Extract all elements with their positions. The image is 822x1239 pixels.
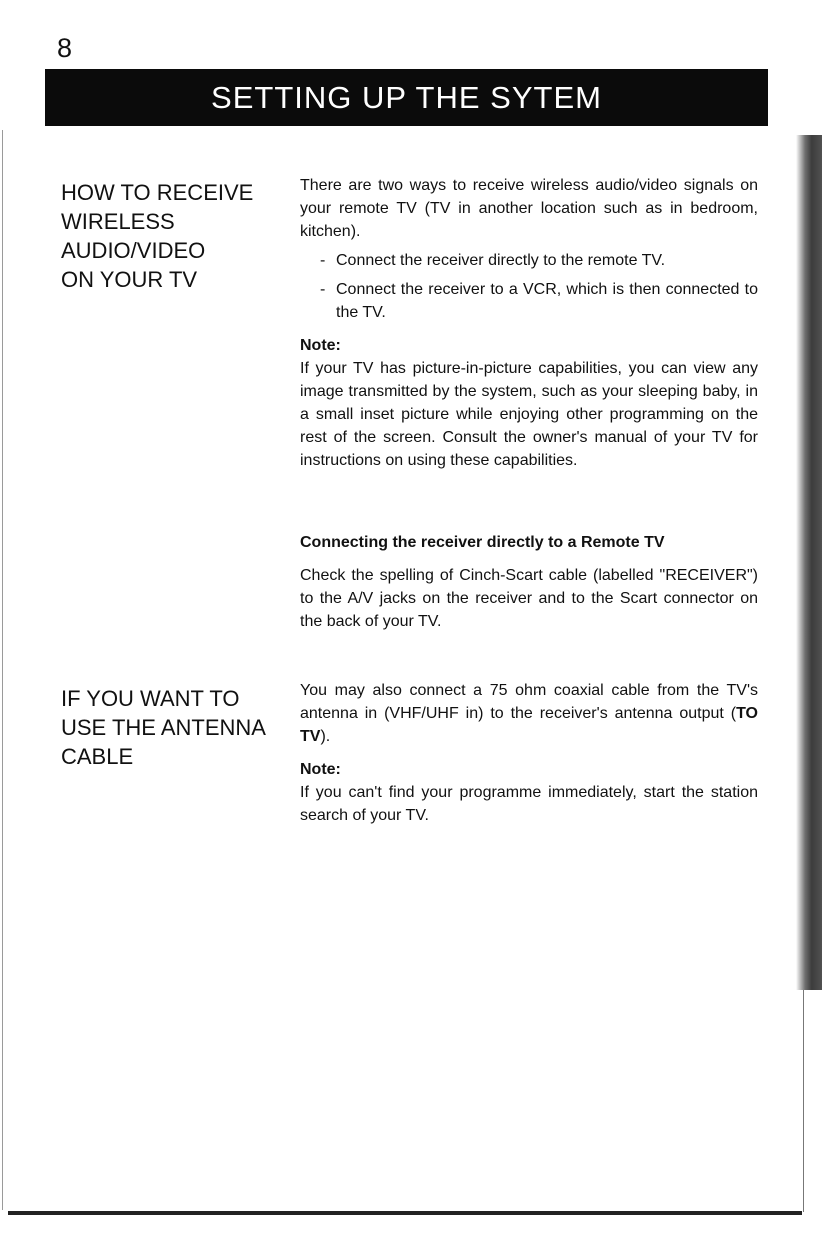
heading-line: CABLE [61,744,134,769]
scan-left-edge [2,130,3,1210]
antenna-paragraph [300,679,758,748]
note-text: If you can't find your programme immediately, start the station search of your TV. [300,784,758,824]
list-item-text: Connect the receiver to a VCR, which is then connected to the TV. [336,281,758,321]
header-bar [45,69,768,126]
scan-right-edge-line [803,990,804,1212]
section-body-antenna [300,679,758,827]
heading-line: HOW TO RECEIVE [61,180,254,205]
heading-line: AUDIO/VIDEO [61,238,206,263]
heading-line: ON YOUR TV [61,267,198,292]
list-item-text: Connect the receiver directly to the remote TV. [336,252,666,269]
section-body-receive [300,174,758,472]
heading-line: WIRELESS [61,209,175,234]
list-item [320,278,758,324]
note-label: Note: [300,761,341,778]
bullet-dash: - [320,281,326,298]
subsection-heading: Connecting the receiver directly to a Remote TV [300,534,665,551]
antenna-text-start: You may also connect a 75 ohm coaxial cable from the TV's antenna in (VHF/UHF in) to the receiver's antenna output ( [300,682,758,722]
bottom-rule [8,1211,802,1215]
intro-paragraph: There are two ways to receive wireless audio/video signals on your remote TV (TV in another location such as in bedroom, kitchen). [300,177,758,240]
antenna-output-label: TO TV [300,705,758,745]
page-number: 8 [57,33,73,63]
page-title: SETTING UP THE SYTEM [211,79,602,115]
subsection-direct-connection [300,531,758,633]
heading-line: IF YOU WANT TO [61,686,240,711]
heading-line: USE THE ANTENNA [61,715,266,740]
section-heading-antenna [61,684,281,771]
bullet-dash: - [320,252,326,269]
list-item [320,249,758,272]
scan-right-edge-shadow [796,135,822,990]
note-text: If your TV has picture-in-picture capabilities, you can view any image transmitted by the system, such as your sleeping baby, in a small inset picture while enjoying other programming on the rest of the screen. Consult the owner's manual of your TV for instructions on using these capabilities. [300,360,758,469]
subsection-text: Check the spelling of Cinch-Scart cable (labelled "RECEIVER") to the A/V jacks on the receiver and to the Scart connector on the back of your TV. [300,567,758,630]
note-label: Note: [300,337,341,354]
section-heading-receive [61,178,281,294]
antenna-text-end: ). [320,728,331,745]
